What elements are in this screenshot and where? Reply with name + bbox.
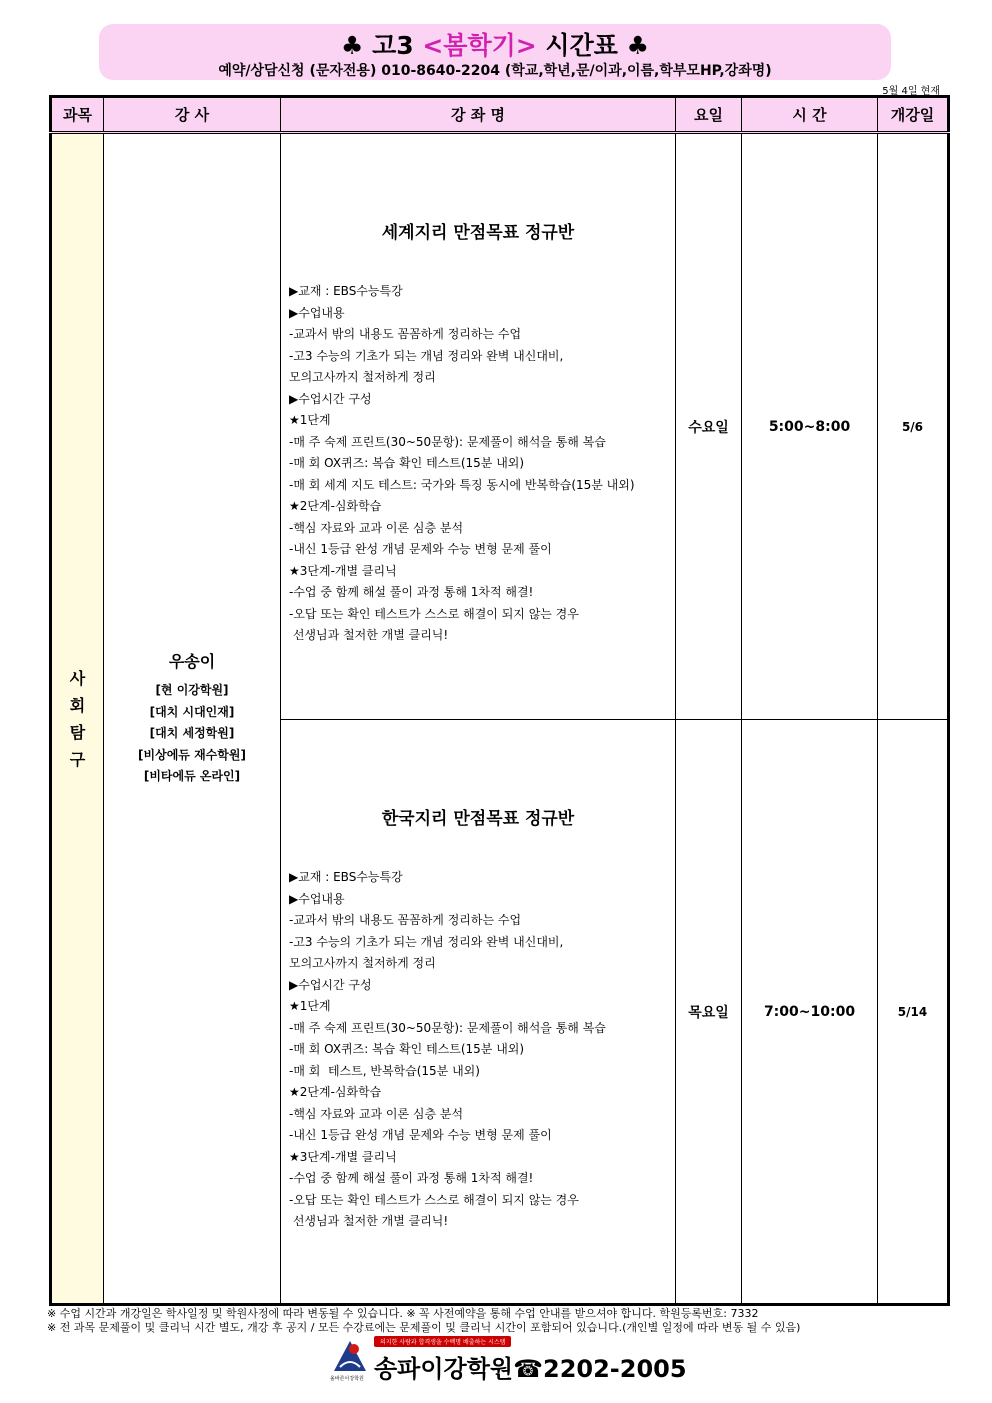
- teacher-career: [104, 680, 280, 788]
- course-detail-line: -고3 수능의 기초가 되는 개념 정리와 완벽 내신대비,: [289, 934, 564, 949]
- course-detail-line: -매 주 숙제 프린트(30~50문항): 문제풀이 해석을 통해 복습: [289, 1020, 606, 1035]
- course-detail-line: -교과서 밖의 내용도 꼼꼼하게 정리하는 수업: [289, 913, 522, 927]
- course-detail-line: ▶수업시간 구성: [289, 977, 372, 992]
- course-cell: [281, 720, 676, 1305]
- course-open-date: 5/6: [878, 133, 949, 720]
- career-item: [현 이강학원]: [155, 683, 229, 698]
- header-teacher: 강 사: [104, 97, 281, 133]
- title-banner: [99, 24, 891, 80]
- course-detail-line: ★1단계: [289, 999, 331, 1013]
- course-time: 7:00~10:00: [742, 720, 878, 1305]
- note-line: ※ 전 과목 문제풀이 및 클리닉 시간 별도, 개강 후 공지 / 모든 수강료에는 문제풀이 및 클리닉 시간이 포함되어 있습니다.(개인별 일정에 따라 변동 될 수 있음): [47, 1321, 801, 1334]
- course-open-date: 5/14: [878, 720, 949, 1305]
- course-detail-line: ▶교재 : EBS수능특강: [289, 284, 403, 298]
- course-detail-line: -매 회 세계 지도 테스트: 국가와 특징 동시에 반복학습(15분 내외): [289, 477, 635, 492]
- header-time: 시 간: [742, 97, 878, 133]
- course-detail-line: ▶교재 : EBS수능특강: [289, 870, 403, 884]
- course-detail-line: -내신 1등급 완성 개념 문제와 수능 변형 문제 풀이: [289, 542, 552, 556]
- course-detail-line: -오답 또는 확인 테스트가 스스로 해결이 되지 않는 경우: [289, 606, 579, 621]
- career-item: [대치 세정학원]: [149, 726, 235, 741]
- course-time: 5:00~8:00: [742, 133, 878, 720]
- course-detail-line: ★1단계: [289, 413, 331, 427]
- academy-motto: 올바른이강학원: [330, 1376, 364, 1382]
- subject-char: 사: [69, 668, 86, 688]
- course-detail-line: ▶수업내용: [289, 891, 345, 906]
- course-cell: [281, 133, 676, 720]
- course-detail-line: ★2단계-심화학습: [289, 499, 382, 513]
- subject-char: 회: [69, 695, 86, 715]
- academy-logo-icon: [330, 1337, 370, 1377]
- page-title: ♣ 고3 <봄학기> 시간표 ♣: [340, 31, 649, 60]
- course-description: [289, 281, 667, 647]
- course-detail-line: -교과서 밖의 내용도 꼼꼼하게 정리하는 수업: [289, 327, 522, 341]
- course-detail-line: ▶수업내용: [289, 305, 345, 320]
- header-day: 요일: [676, 97, 742, 133]
- course-detail-line: -매 회 OX퀴즈: 복습 확인 테스트(15분 내외): [289, 1042, 525, 1056]
- course-detail-line: 선생님과 철저한 개별 클리닉!: [289, 628, 449, 642]
- course-detail-line: -매 주 숙제 프린트(30~50문항): 문제풀이 해석을 통해 복습: [289, 434, 606, 449]
- course-detail-line: ★3단계-개별 클리닉: [289, 563, 397, 578]
- course-day: 목요일: [676, 720, 742, 1305]
- teacher-cell: [104, 133, 281, 1305]
- schedule-table: [49, 95, 950, 1306]
- course-detail-line: ★2단계-심화학습: [289, 1085, 382, 1099]
- course-description: [289, 867, 667, 1233]
- notes: [47, 1307, 800, 1335]
- subject-cell: [51, 133, 104, 1305]
- course-detail-line: -고3 수능의 기초가 되는 개념 정리와 완벽 내신대비,: [289, 348, 564, 363]
- course-title: 한국지리 만점목표 정규반: [381, 809, 575, 829]
- course-day: 수요일: [676, 133, 742, 720]
- course-detail-line: -수업 중 함께 해설 풀이 과정 통해 1차적 해결!: [289, 585, 534, 599]
- course-detail-line: ★3단계-개별 클리닉: [289, 1149, 397, 1164]
- semester-label: <봄학기>: [422, 31, 537, 60]
- note-line: ※ 수업 시간과 개강일은 학사일정 및 학원사정에 따라 변동될 수 있습니다. ※ 꼭 사전예약을 통해 수업 안내를 받으셔야 합니다. 학원등록번호: 7332: [47, 1307, 759, 1320]
- academy-name-phone: 송파이강학원☎2202-2005: [374, 1355, 687, 1383]
- header-open-date: 개강일: [878, 97, 949, 133]
- footer-logo: [330, 1335, 687, 1385]
- header-row: [51, 97, 949, 133]
- course-detail-line: 모의고사까지 철저하게 정리: [289, 370, 436, 384]
- course-row: [51, 133, 949, 720]
- teacher-name: 우송이: [168, 652, 216, 672]
- course-detail-line: -매 회 OX퀴즈: 복습 확인 테스트(15분 내외): [289, 456, 525, 470]
- course-detail-line: -핵심 자료와 교과 이론 심층 분석: [289, 1106, 464, 1121]
- as-of-date: 5월 4일 현재: [882, 86, 940, 97]
- header-course: 강 좌 명: [281, 97, 676, 133]
- course-title: 세계지리 만점목표 정규반: [381, 223, 575, 243]
- subject-char: 구: [69, 749, 86, 769]
- subject-char: 탐: [69, 722, 86, 742]
- course-detail-line: -오답 또는 확인 테스트가 스스로 해결이 되지 않는 경우: [289, 1192, 579, 1207]
- academy-tagline: 의지한 사람과 합격생을 수백명 배출하는 시스템: [374, 1336, 511, 1347]
- career-item: [비상에듀 재수학원]: [138, 747, 246, 762]
- contact-info: 예약/상담신청 (문자전용) 010-8640-2204 (학교,학년,문/이과,이름,학부모HP,강좌명): [218, 63, 772, 79]
- course-detail-line: -매 회 테스트, 반복학습(15분 내외): [289, 1063, 480, 1078]
- course-detail-line: ▶수업시간 구성: [289, 391, 372, 406]
- course-detail-line: 선생님과 철저한 개별 클리닉!: [289, 1214, 449, 1228]
- career-item: [대치 시대인재]: [149, 704, 235, 719]
- career-item: [비타에듀 온라인]: [143, 769, 241, 784]
- header-subject: 과목: [51, 97, 104, 133]
- course-detail-line: 모의고사까지 철저하게 정리: [289, 956, 436, 970]
- course-detail-line: -핵심 자료와 교과 이론 심층 분석: [289, 520, 464, 535]
- course-detail-line: -내신 1등급 완성 개념 문제와 수능 변형 문제 풀이: [289, 1128, 552, 1142]
- course-detail-line: -수업 중 함께 해설 풀이 과정 통해 1차적 해결!: [289, 1171, 534, 1185]
